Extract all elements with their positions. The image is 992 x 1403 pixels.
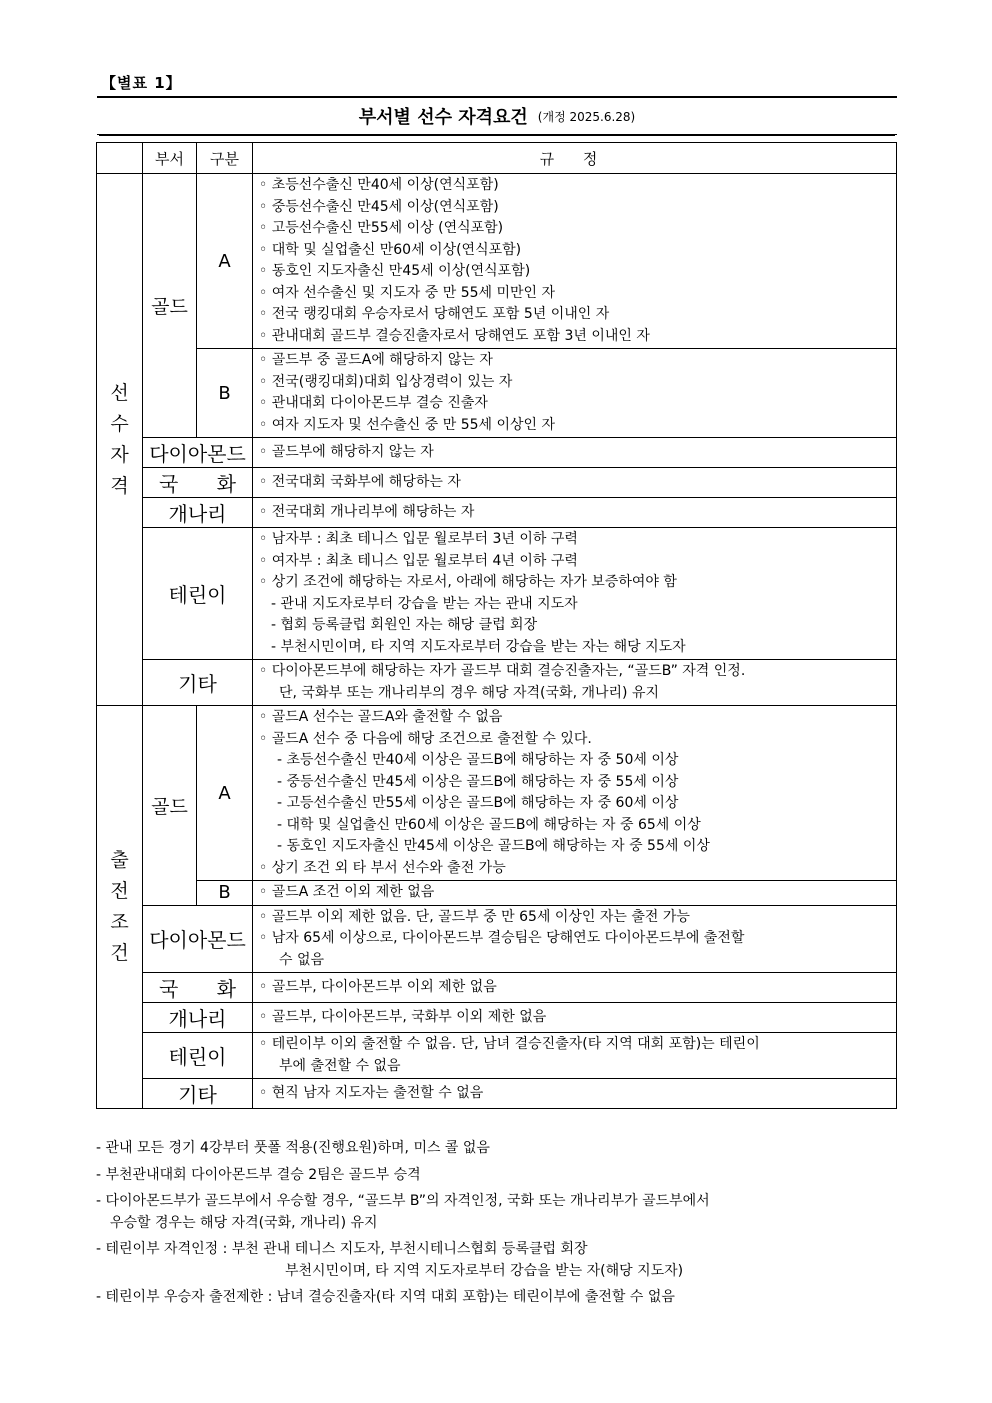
table-row [97, 498, 897, 528]
table-row [97, 1079, 897, 1109]
division-gold: 골드 [143, 706, 197, 906]
rule-line: 단, 국화부 또는 개나리부의 경우 해당 자격(국화, 개나리) 유지 [279, 684, 660, 701]
rule-cell [253, 706, 897, 881]
rule-line: ◦ 전국(랭킹대회)대회 입상경력이 있는 자 [259, 373, 513, 390]
rule-line: ◦ 중등선수출신 만45세 이상(연식포함) [259, 198, 499, 215]
rule-cell [253, 468, 897, 498]
rule-line: 부에 출전할 수 없음 [279, 1057, 401, 1074]
rule-line: 수 없음 [279, 951, 325, 968]
rule-line: - 동호인 지도자출신 만45세 이상은 골드B에 해당하는 자 중 55세 이상 [277, 838, 710, 854]
rule-line: ◦ 골드A 선수는 골드A와 출전할 수 없음 [259, 709, 503, 725]
division-other: 기타 [143, 1079, 253, 1109]
rule-line: ◦ 현직 남자 지도자는 출전할 수 없음 [259, 1084, 484, 1101]
header-division: 부서 [143, 143, 197, 174]
rule-cell [253, 1079, 897, 1109]
division-gukhwa: 국 화 [143, 468, 253, 498]
rule-line: ◦ 상기 조건 외 타 부서 선수와 출전 가능 [259, 859, 506, 876]
table-row [97, 528, 897, 660]
table-row [97, 973, 897, 1003]
rule-line: ◦ 골드부, 다이아몬드부 이외 제한 없음 [259, 978, 497, 995]
rule-line: ◦ 여자 선수출신 및 지도자 중 만 55세 미만인 자 [259, 284, 556, 301]
page-title: 부서별 선수 자격요건 [358, 107, 528, 128]
division-other: 기타 [143, 660, 253, 706]
division-newbie: 테린이 [143, 528, 253, 660]
table-row [97, 1033, 897, 1079]
rule-line: ◦ 남자부 : 최초 테니스 입문 월로부터 3년 이하 구력 [259, 531, 578, 547]
rule-line: ◦ 다이아몬드부에 해당하는 자가 골드부 대회 결승진출자는, “골드B” 자격 인정. [259, 663, 746, 679]
category-b: B [197, 349, 253, 438]
rule-cell [253, 528, 897, 660]
table-row [97, 881, 897, 906]
rule-line: ◦ 전국대회 국화부에 해당하는 자 [259, 473, 461, 490]
rule-line: ◦ 골드부에 해당하지 않는 자 [259, 443, 434, 460]
header-rule: 규 정 [253, 143, 897, 174]
category-a: A [197, 174, 253, 349]
table-row [97, 706, 897, 881]
category-b: B [197, 881, 253, 906]
rule-line: ◦ 전국대회 개나리부에 해당하는 자 [259, 503, 475, 520]
rule-line: ◦ 고등선수출신 만55세 이상 (연식포함) [259, 220, 504, 236]
rule-line: ◦ 여자 지도자 및 선수출신 중 만 55세 이상인 자 [259, 416, 556, 433]
category-a: A [197, 706, 253, 881]
division-newbie: 테린이 [143, 1033, 253, 1079]
rule-line: ◦ 전국 랭킹대회 우승자로서 당해연도 포함 5년 이내인 자 [259, 306, 610, 322]
rule-line: ◦ 골드부, 다이아몬드부, 국화부 이외 제한 없음 [259, 1008, 547, 1025]
footnote-item: - 관내 모든 경기 4강부터 풋폴 적용(진행요원)하며, 미스 콜 없음 [96, 1140, 490, 1156]
rule-cell [253, 438, 897, 468]
revision-date: (개정 2025.6.28) [537, 109, 636, 124]
header-category: 구분 [197, 143, 253, 174]
table-row [97, 1003, 897, 1033]
rule-line: - 대학 및 실업출신 만60세 이상은 골드B에 해당하는 자 중 65세 이상 [277, 816, 701, 833]
rule-line: ◦ 남자 65세 이상으로, 다이아몬드부 결승팀은 당해연도 다이아몬드부에 출전할 [259, 930, 745, 946]
rule-line: ◦ 관내대회 골드부 결승진출자로서 당해연도 포함 3년 이내인 자 [259, 327, 650, 344]
table-row [97, 174, 897, 349]
division-diamond: 다이아몬드 [143, 905, 253, 973]
rule-line: - 고등선수출신 만55세 이상은 골드B에 해당하는 자 중 60세 이상 [277, 795, 679, 811]
rule-line: ◦ 여자부 : 최초 테니스 입문 월로부터 4년 이하 구력 [259, 552, 578, 569]
rule-cell [253, 660, 897, 706]
rule-line: - 초등선수출신 만40세 이상은 골드B에 해당하는 자 중 50세 이상 [277, 752, 679, 768]
footnote-item: - 다이아몬드부가 골드부에서 우승할 경우, “골드부 B”의 자격인정, 국화 또는 개나리부가 골드부에서 우승할 경우는 해당 자격(국화, 개나리) 유지 [96, 1193, 710, 1231]
division-gaenari: 개나리 [143, 498, 253, 528]
rule-line: ◦ 대학 및 실업출신 만60세 이상(연식포함) [259, 241, 522, 258]
rule-cell [253, 1033, 897, 1079]
table-row [97, 905, 897, 973]
table-row [97, 468, 897, 498]
rule-line: ◦ 골드A 선수 중 다음에 해당 조건으로 출전할 수 있다. [259, 730, 592, 747]
appendix-tag: 【별표 1】 [101, 74, 182, 92]
table-row [97, 438, 897, 468]
header-blank [97, 143, 143, 174]
rule-cell [253, 881, 897, 906]
rule-line: - 관내 지도자로부터 강습을 받는 자는 관내 지도자 [271, 595, 578, 612]
rule-line: - 중등선수출신 만45세 이상은 골드B에 해당하는 자 중 55세 이상 [277, 773, 679, 790]
rule-line: - 부천시민이며, 타 지역 지도자로부터 강습을 받는 자는 해당 지도자 [271, 638, 686, 655]
table-header-row [97, 143, 897, 174]
rule-line: - 협회 등록클럽 회원인 자는 해당 클럽 회장 [271, 617, 538, 633]
rule-cell [253, 973, 897, 1003]
division-gaenari: 개나리 [143, 1003, 253, 1033]
section-eligibility: 선 수 자 격 [97, 174, 143, 706]
rule-line: ◦ 골드A 조건 이외 제한 없음 [259, 884, 435, 900]
rule-line: ◦ 테린이부 이외 출전할 수 없음. 단, 남녀 결승진출자(타 지역 대회 포함)는 테린이 [259, 1036, 760, 1052]
table-row [97, 660, 897, 706]
division-diamond: 다이아몬드 [143, 438, 253, 468]
footnote-item: - 테린이부 우승자 출전제한 : 남녀 결승진출자(타 지역 대회 포함)는 테린이부에 출전할 수 없음 [96, 1289, 675, 1305]
rule-cell [253, 1003, 897, 1033]
footnote-item: - 테린이부 자격인정 : 부천 관내 테니스 지도자, 부천시테니스협회 등록클럽 회장 부천시민이며, 타 지역 지도자로부터 강습을 받는 자(해당 지도자) [96, 1241, 684, 1279]
rule-line: ◦ 골드부 이외 제한 없음. 단, 골드부 중 만 65세 이상인 자는 출전 가능 [259, 908, 690, 925]
rule-line: ◦ 관내대회 다이아몬드부 결승 진출자 [259, 395, 488, 411]
rule-cell [253, 174, 897, 349]
section-entry: 출 전 조 건 [97, 706, 143, 1109]
title-bar [97, 96, 897, 135]
rule-cell [253, 905, 897, 973]
rule-cell [253, 498, 897, 528]
rule-line: ◦ 동호인 지도자출신 만45세 이상(연식포함) [259, 263, 531, 279]
rules-table [96, 142, 897, 1109]
division-gukhwa: 국 화 [143, 973, 253, 1003]
division-gold: 골드 [143, 174, 197, 438]
footnote-item: - 부천관내대회 다이아몬드부 결승 2팀은 골드부 승격 [96, 1166, 421, 1183]
rule-line: ◦ 초등선수출신 만40세 이상(연식포함) [259, 177, 499, 193]
rule-cell [253, 349, 897, 438]
rule-line: ◦ 상기 조건에 해당하는 자로서, 아래에 해당하는 자가 보증하여야 함 [259, 574, 677, 590]
footnotes [96, 1138, 898, 1314]
rule-line: ◦ 골드부 중 골드A에 해당하지 않는 자 [259, 352, 493, 368]
table-row [97, 349, 897, 438]
